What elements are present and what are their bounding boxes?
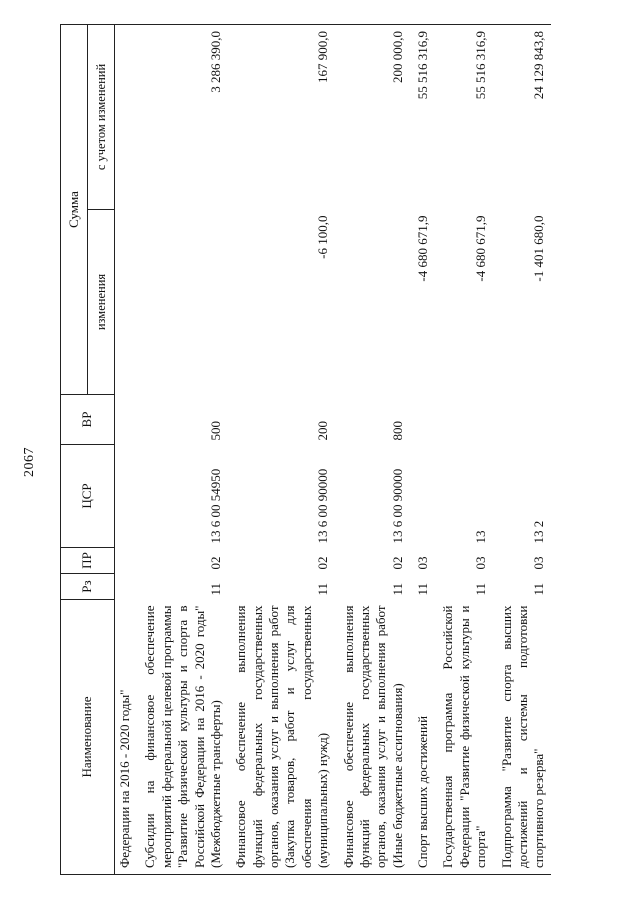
row-pr: 02: [389, 556, 405, 570]
table-row: [335, 25, 410, 875]
row-pr: 03: [473, 556, 489, 570]
row-vr: [493, 395, 551, 445]
row-rz: 11: [531, 582, 547, 596]
row-changes: [136, 210, 227, 395]
row-pr: 03: [415, 556, 430, 570]
row-name: Государственная программа Российской Федерации "Развитие физической культуры и спорта": [434, 600, 492, 875]
row-rz: 11: [389, 582, 405, 596]
header-name: Наименование: [61, 600, 115, 875]
row-rz: 11: [207, 582, 223, 596]
row-vr: [409, 395, 434, 445]
row-total: 200 000,0: [335, 25, 410, 210]
table-row: [115, 25, 137, 875]
row-total: 55 516 316,9: [409, 25, 434, 210]
row-rz: 11: [415, 582, 430, 596]
row-name: Субсидии на финансовое обеспечение мероприятий федеральной целевой программы "Развитие физической культуры и спорта в Российской Федерации на 2016 - 2020 годы" (Межбюджетные трансферты): [136, 600, 227, 875]
header-with-changes: с учетом изменений: [88, 25, 115, 210]
row-vr: 800: [389, 421, 405, 441]
header-csr: ЦСР: [61, 445, 115, 548]
row-vr: 500: [207, 421, 223, 441]
row-csr: 13 6 00 90000: [315, 468, 331, 544]
table-row: [136, 25, 227, 875]
row-name: Подпрограмма "Развитие спорта высших достижений и системы подготовки спортивного резерва": [493, 600, 551, 875]
table-row: [409, 25, 434, 875]
row-name: Спорт высших достижений: [409, 600, 434, 875]
row-changes: [335, 210, 410, 395]
row-csr: 13: [473, 530, 489, 544]
row-rz: 11: [315, 582, 331, 596]
row-total: 3 286 390,0: [136, 25, 227, 210]
budget-table: [60, 24, 551, 875]
header-vr: ВР: [61, 395, 115, 445]
row-total: 167 900,0: [227, 25, 334, 210]
row-pr: 02: [315, 556, 331, 570]
row-changes: -4 680 671,9: [415, 215, 430, 282]
header-pr: ПР: [61, 548, 115, 574]
row-total: 55 516 316,9: [434, 25, 492, 210]
row-pr: 03: [531, 556, 547, 570]
row-changes: -1 401 680,0: [531, 215, 547, 282]
page-number: 2067: [22, 447, 37, 477]
row-name: Финансовое обеспечение выполнения функций федеральных государственных органов, оказания услуг и выполнения работ (Закупка товаров, работ и услуг для обеспечения государственных (муниципальных) нужд): [227, 600, 334, 875]
row-csr: 13 6 00 54950: [207, 468, 223, 544]
lead-text: Федерации на 2016 - 2020 годы": [115, 600, 137, 875]
table-row: [227, 25, 334, 875]
header-rz: Рз: [61, 574, 115, 600]
row-changes: -6 100,0: [315, 215, 331, 259]
header-changes: изменения: [88, 210, 115, 395]
table-row: [434, 25, 492, 875]
row-csr: [409, 445, 434, 548]
row-vr: 200: [315, 421, 331, 441]
row-total: 24 129 843,8: [493, 25, 551, 210]
row-rz: 11: [473, 582, 489, 596]
row-vr: [434, 395, 492, 445]
row-csr: 13 2: [531, 520, 547, 544]
row-pr: 02: [207, 556, 223, 570]
row-csr: 13 6 00 90000: [389, 468, 405, 544]
row-name: Финансовое обеспечение выполнения функций федеральных государственных органов, оказания услуг и выполнения работ (Иные бюджетные ассигнования): [335, 600, 410, 875]
header-sum: Сумма: [61, 25, 88, 395]
table-row: [493, 25, 551, 875]
row-changes: -4 680 671,9: [473, 215, 489, 282]
